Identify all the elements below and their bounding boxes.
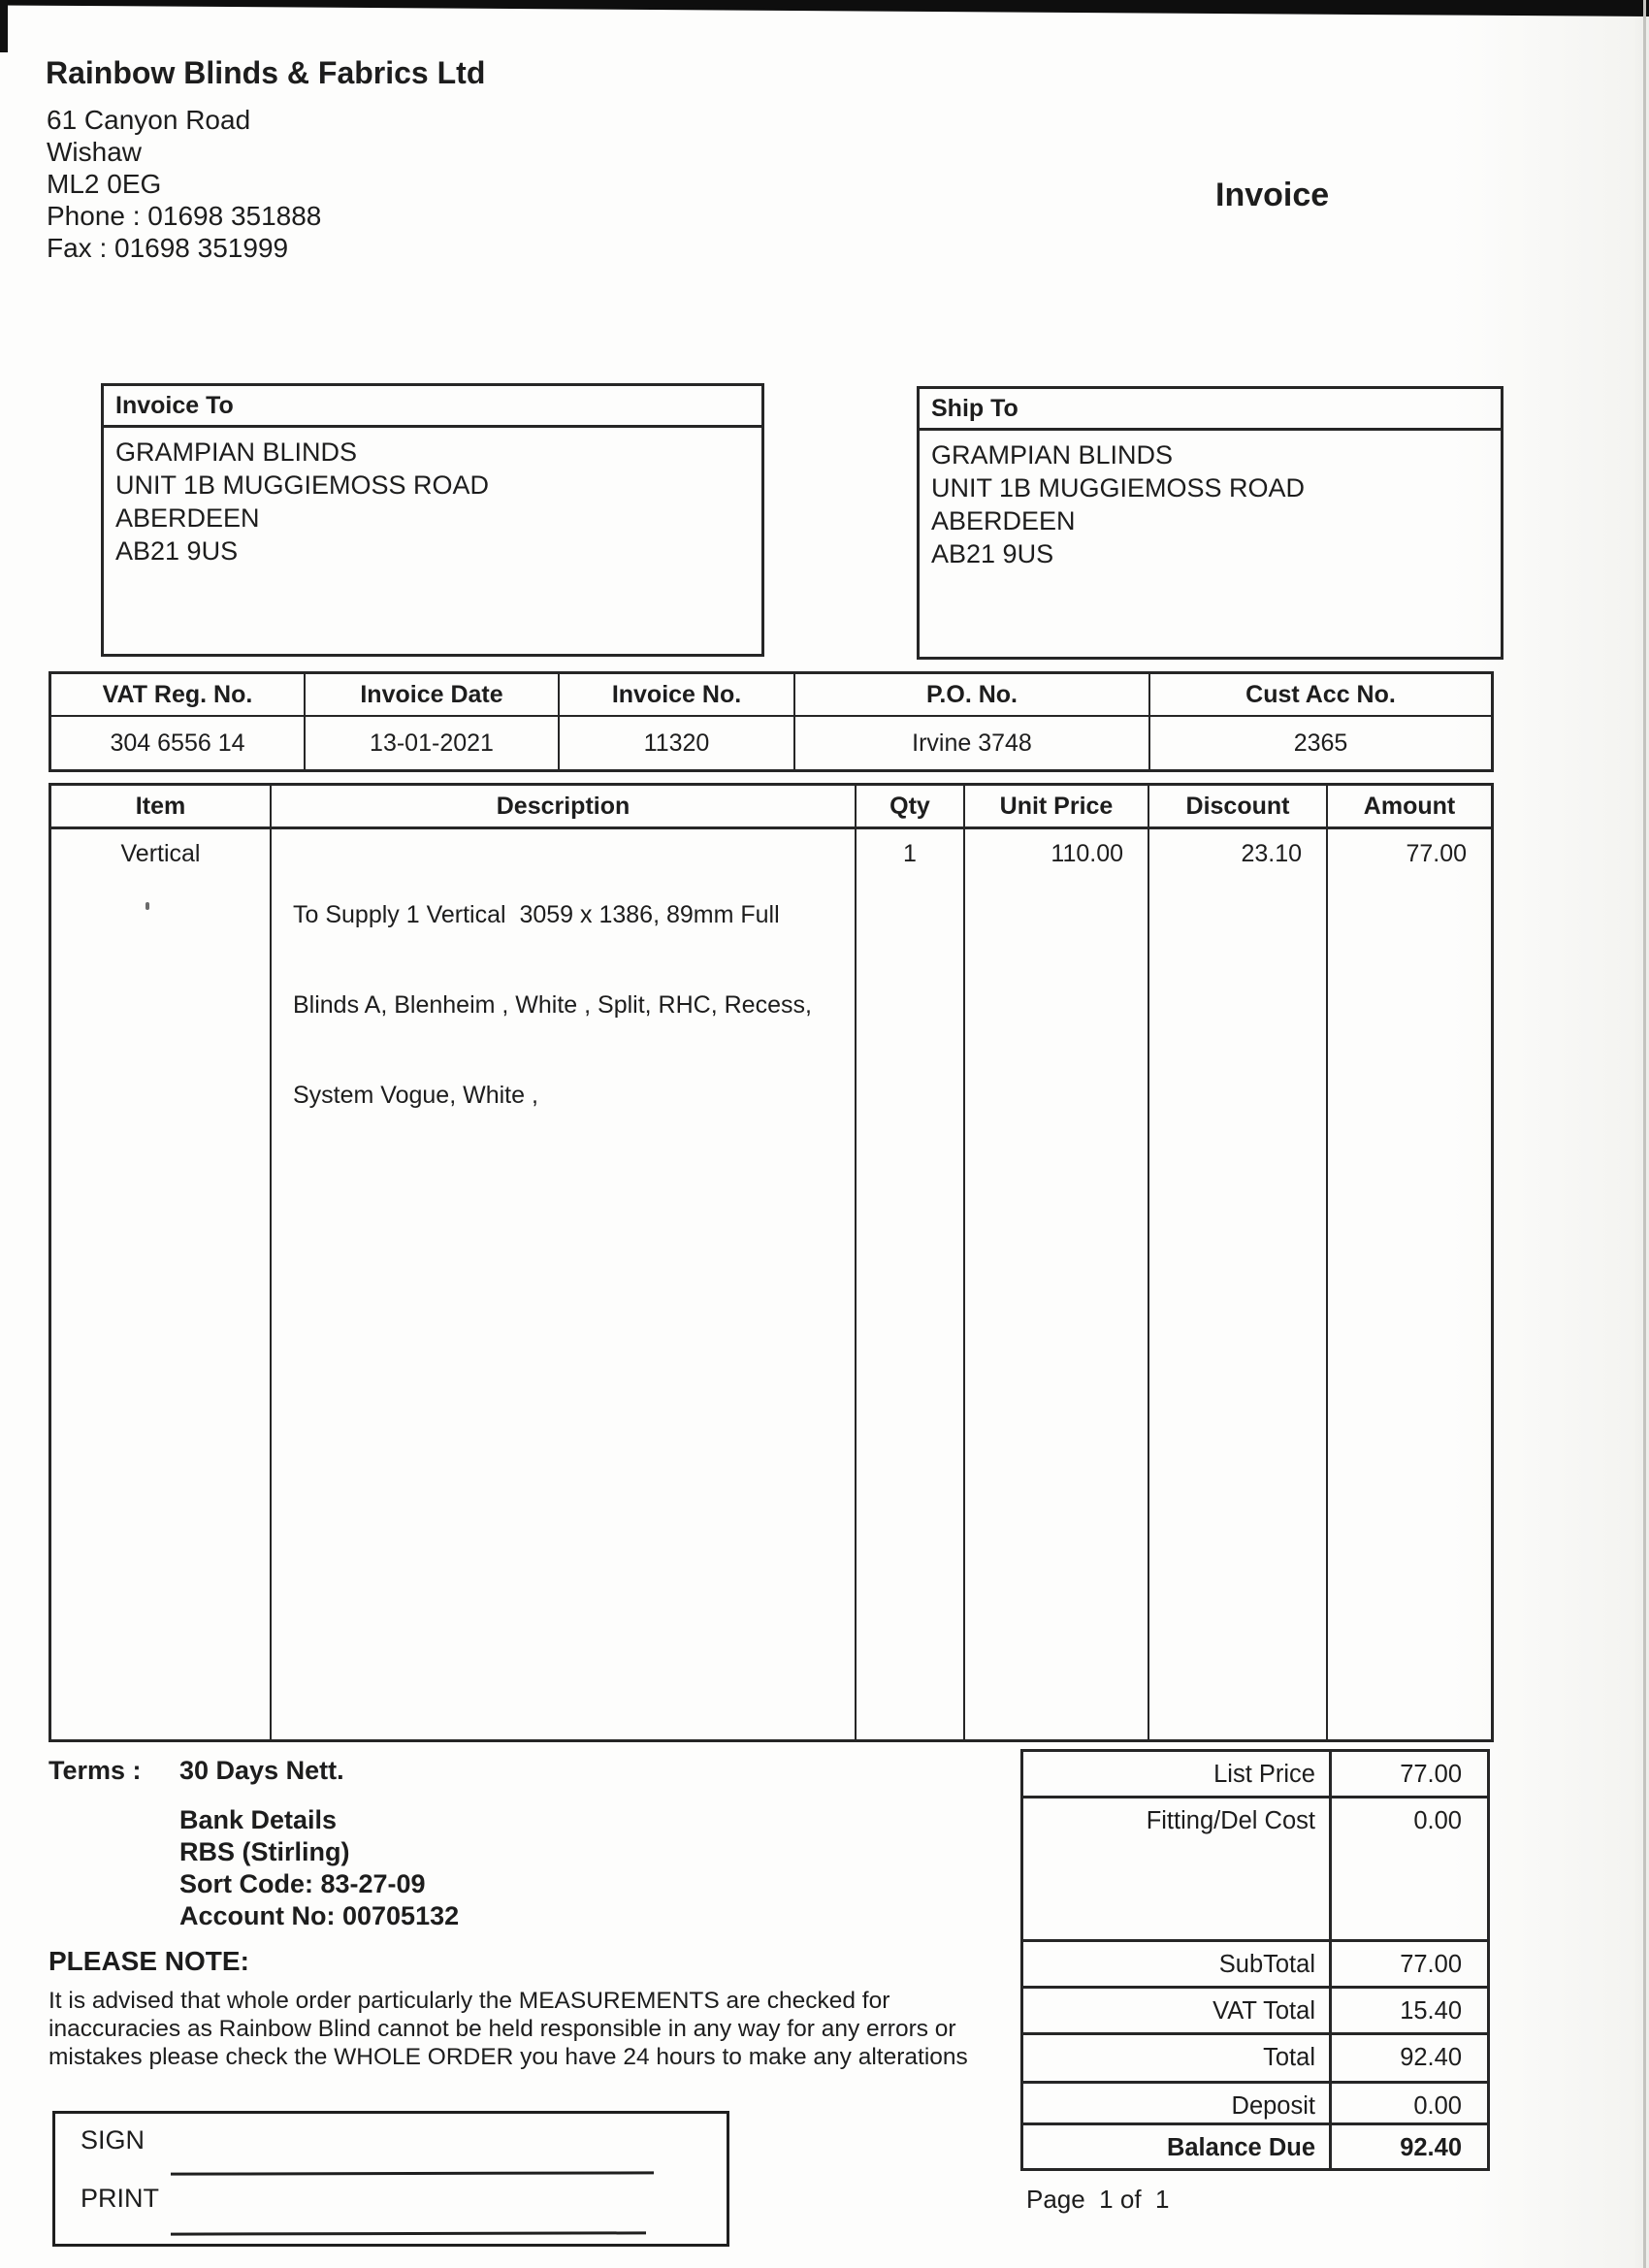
total-row-vat-total [1023,1989,1487,2035]
total-value: 77.00 [1400,1761,1462,1788]
ship-to-line: UNIT 1B MUGGIEMOSS ROAD [931,473,1306,502]
address-line-3: ML2 0EG [47,169,162,199]
document-title: Invoice [1215,177,1330,213]
total-row-total [1023,2035,1487,2084]
invoice-to-box [101,383,764,657]
items-header-amount: Amount [1328,786,1491,829]
meta-header-vat: VAT Reg. No. [51,674,306,717]
meta-value-row [51,717,1491,769]
address-line-phone: Phone : 01698 351888 [47,201,322,231]
items-header-row [51,786,1491,829]
table-row [51,829,1491,1739]
meta-header-invoice-no: Invoice No. [560,674,795,717]
meta-header-cust-acc: Cust Acc No. [1150,674,1491,717]
items-header-discount: Discount [1149,786,1328,829]
total-value: 0.00 [1413,1807,1462,1834]
sign-line [171,2171,654,2175]
total-label: List Price [1023,1752,1332,1796]
meta-value-cust-acc: 2365 [1293,729,1348,757]
total-label: Balance Due [1023,2125,1332,2168]
invoice-to-address [104,428,761,575]
please-note-body: It is advised that whole order particularly the MEASUREMENTS are checked for inaccuracies as Rainbow Blind cannot be held responsible in any way for any errors or mistakes please check the WHOLE ORDER you have 24 hours to make any alterations [48,1988,968,2070]
total-label: Total [1023,2035,1332,2081]
invoice-to-line: GRAMPIAN BLINDS [115,437,358,467]
items-header-description: Description [272,786,857,829]
company-name: Rainbow Blinds & Fabrics Ltd [46,55,486,90]
invoice-meta-table [48,671,1494,772]
scan-edge-left [0,0,8,52]
item-cell: Vertical [51,829,272,1739]
amount-cell: 77.00 [1406,840,1467,867]
print-label: PRINT [81,2184,159,2213]
description-line: Blinds A, Blenheim , White , Split, RHC, Recess, [293,991,812,1019]
description-line: To Supply 1 Vertical 3059 x 1386, 89mm Full [293,901,780,928]
address-line-1: 61 Canyon Road [47,105,251,135]
total-label: SubTotal [1023,1942,1332,1986]
ship-to-address [920,431,1501,578]
terms-label: Terms : [48,1756,142,1785]
bank-sort-code: Sort Code: 83-27-09 [179,1869,426,1898]
items-header-qty: Qty [857,786,965,829]
total-row-deposit [1023,2084,1487,2125]
meta-header-date: Invoice Date [306,674,560,717]
invoice-to-line: UNIT 1B MUGGIEMOSS ROAD [115,470,490,500]
ship-to-label: Ship To [920,389,1501,431]
description-cell [272,829,857,1739]
signature-box [52,2111,729,2247]
total-value: 0.00 [1413,2092,1462,2120]
address-line-2: Wishaw [47,137,143,167]
discount-cell: 23.10 [1149,829,1328,1739]
sign-label: SIGN [81,2125,146,2155]
invoice-to-line: ABERDEEN [115,503,260,533]
total-row-subtotal [1023,1942,1487,1989]
ship-to-line: GRAMPIAN BLINDS [931,440,1174,470]
print-line [171,2231,646,2235]
please-note-heading: PLEASE NOTE: [48,1946,249,1976]
ship-to-box [917,386,1504,660]
items-header-unit-price: Unit Price [965,786,1149,829]
terms-value: 30 Days Nett. [179,1756,344,1785]
bank-account-no: Account No: 00705132 [179,1901,460,1930]
meta-value-po: Irvine 3748 [795,717,1150,769]
total-row-list-price [1023,1752,1487,1798]
total-label: VAT Total [1023,1989,1332,2032]
invoice-to-label: Invoice To [104,386,761,428]
bank-details-heading: Bank Details [179,1805,338,1834]
total-value: 92.40 [1400,2134,1462,2161]
meta-header-po: P.O. No. [795,674,1150,717]
bank-name: RBS (Stirling) [179,1837,350,1866]
bank-details [179,1804,459,1932]
ship-to-line: ABERDEEN [931,506,1076,535]
meta-value-date: 13-01-2021 [306,717,560,769]
total-value: 92.40 [1400,2044,1462,2071]
totals-table [1020,1749,1490,2171]
description-line: System Vogue, White , [293,1082,538,1109]
page-number: Page 1 of 1 [1026,2185,1170,2214]
company-address [47,104,321,264]
total-value: 77.00 [1400,1951,1462,1978]
address-line-fax: Fax : 01698 351999 [47,233,289,263]
total-row-fitting-del-cost [1023,1798,1487,1942]
total-label: Deposit [1023,2084,1332,2122]
scan-edge-right [1643,0,1646,2268]
total-value: 15.40 [1400,1997,1462,2025]
ship-to-line: AB21 9US [931,539,1054,568]
meta-header-row [51,674,1491,717]
items-header-item: Item [51,786,272,829]
meta-value-invoice-no: 11320 [560,717,795,769]
meta-value-vat: 304 6556 14 [51,717,306,769]
total-row-balance-due [1023,2125,1487,2168]
line-items-table [48,783,1494,1742]
qty-cell: 1 [857,829,965,1739]
unit-price-cell: 110.00 [965,829,1149,1739]
scan-edge-top [0,0,1649,16]
invoice-to-line: AB21 9US [115,536,239,566]
total-label: Fitting/Del Cost [1023,1798,1332,1939]
